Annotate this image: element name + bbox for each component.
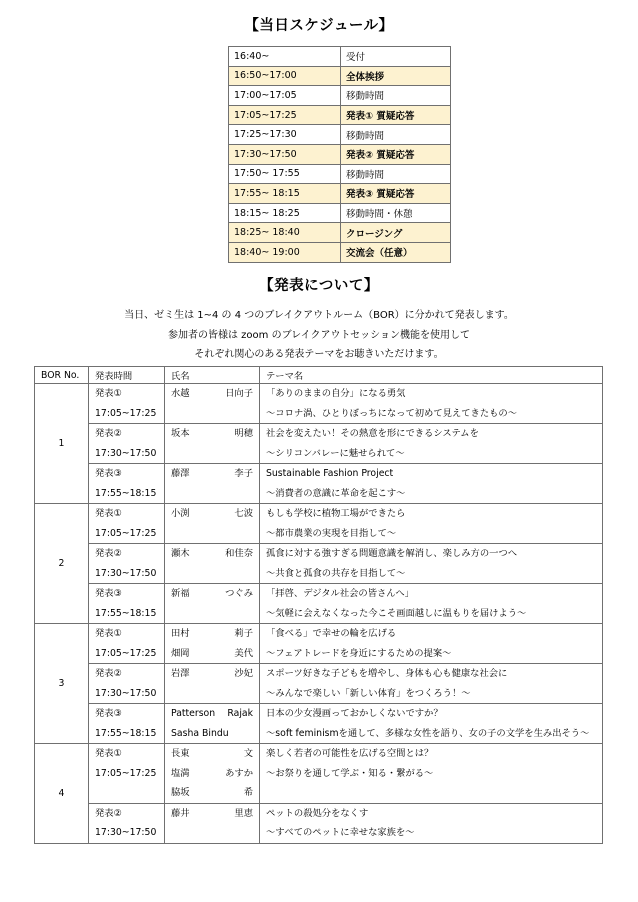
bor-number: 3	[35, 624, 89, 744]
presenter-surname: 藤澤	[171, 468, 190, 479]
schedule-time: 16:50~17:00	[229, 66, 341, 86]
presenter-names	[165, 424, 260, 464]
presenter-given-name: Rajak	[227, 708, 253, 719]
presenter-surname: 塩満	[171, 767, 190, 779]
presenter-surname: Sasha Bindu	[171, 727, 229, 739]
schedule-row	[229, 223, 451, 243]
presenter-given-name: 美代	[234, 647, 253, 659]
presentation-time-range: 17:30~17:50	[95, 567, 157, 579]
presentation-time-range: 17:05~17:25	[95, 527, 157, 539]
presenter-surname: 岩澤	[171, 668, 190, 679]
presentation-row	[35, 744, 603, 804]
presentation-time-range: 17:55~18:15	[95, 607, 157, 619]
presentation-theme	[260, 424, 603, 464]
presenter-surname: 水越	[171, 388, 190, 399]
presentation-time	[89, 624, 165, 664]
presenter-names	[165, 744, 260, 804]
schedule-time: 18:40~ 19:00	[229, 242, 341, 262]
presenter-name	[171, 544, 259, 564]
presentation-time	[89, 803, 165, 843]
presenter-given-name: 和佳奈	[225, 548, 253, 559]
presenter-names	[165, 624, 260, 664]
schedule-event: 受付	[341, 47, 451, 67]
presenter-surname: 田村	[171, 628, 190, 639]
schedule-row	[229, 203, 451, 223]
presentation-row	[35, 504, 603, 544]
presentation-slot: 発表①	[95, 748, 122, 759]
theme-title: もしも学校に植物工場ができたら	[266, 508, 406, 519]
presenter-surname: 藤井	[171, 807, 190, 819]
presentation-row	[35, 624, 603, 664]
theme-subtitle: ～消費者の意識に革命を起こす～	[266, 487, 406, 499]
presenter-given-name: つぐみ	[225, 588, 253, 599]
theme-subtitle: ～フェアトレードを身近にするための提案～	[266, 647, 452, 659]
presenter-name	[171, 764, 259, 784]
presentations-title: 【発表について】	[259, 278, 379, 294]
presentation-theme	[260, 384, 603, 424]
theme-title: 「食べる」で幸せの輪を広げる	[266, 628, 397, 639]
presentation-row	[35, 544, 603, 584]
presenter-names	[165, 464, 260, 504]
theme-subtitle: ～お祭りを通して学ぶ・知る・繋がる～	[266, 767, 434, 779]
presentation-theme	[260, 544, 603, 584]
presentation-theme	[260, 504, 603, 544]
presentation-theme	[260, 584, 603, 624]
schedule-row	[229, 144, 451, 164]
presenter-surname: 坂本	[171, 428, 190, 439]
presenter-names	[165, 544, 260, 584]
header-name: 氏名	[165, 367, 260, 384]
theme-title: スポーツ好きな子どもを増やし、身体も心も健康な社会に	[266, 668, 508, 679]
presentation-slot: 発表②	[95, 807, 122, 819]
presentation-time-range: 17:05~17:25	[95, 647, 157, 659]
presentation-time	[89, 424, 165, 464]
presenter-name	[171, 704, 259, 724]
presentation-time	[89, 704, 165, 744]
schedule-event: 移動時間・休憩	[341, 203, 451, 223]
presentation-slot: 発表①	[95, 628, 122, 639]
schedule-event: 移動時間	[341, 164, 451, 184]
presentation-time-range: 17:05~17:25	[95, 767, 157, 779]
presentation-slot: 発表②	[95, 428, 122, 439]
schedule-row	[229, 47, 451, 67]
presenter-name	[171, 504, 259, 524]
presenter-given-name: 七波	[234, 508, 253, 519]
theme-subtitle: ～soft feminismを通して、多様な女性を語り、女の子の文学を生み出そう～	[266, 727, 590, 739]
presenter-surname: 長東	[171, 748, 190, 759]
presenter-surname: Patterson	[171, 708, 216, 719]
intro-line-3: それぞれ関心のある発表テーマをお聴きいただけます。	[194, 349, 444, 360]
presentation-time-range: 17:30~17:50	[95, 447, 157, 459]
presentation-slot: 発表③	[95, 468, 122, 479]
presentation-time-range: 17:30~17:50	[95, 827, 157, 838]
presentation-time	[89, 504, 165, 544]
presenter-name	[171, 384, 259, 404]
presenter-names	[165, 704, 260, 744]
presenter-given-name: 莉子	[234, 628, 253, 639]
theme-subtitle: ～都市農業の実現を目指して～	[266, 527, 397, 539]
presenter-names	[165, 384, 260, 424]
presenter-names	[165, 664, 260, 704]
bor-number: 1	[35, 384, 89, 504]
presentation-row	[35, 584, 603, 624]
presenter-surname: 小渕	[171, 508, 190, 519]
presenter-given-name: 明穂	[234, 428, 253, 439]
schedule-event: 交流会（任意）	[341, 242, 451, 262]
header-bor-no: BOR No.	[35, 367, 89, 384]
presentation-slot: 発表①	[95, 508, 122, 519]
schedule-title: 【当日スケジュール】	[244, 18, 394, 34]
presentation-row	[35, 384, 603, 424]
theme-subtitle: ～コロナ渦、ひとりぼっちになって初めて見えてきたもの～	[266, 407, 518, 419]
presentation-time-range: 17:55~18:15	[95, 727, 157, 739]
theme-subtitle: ～みんなで楽しい「新しい体育」をつくろう！～	[266, 687, 471, 699]
presentation-time-range: 17:55~18:15	[95, 487, 157, 499]
presentation-time	[89, 544, 165, 584]
theme-title: 「拝啓、デジタル社会の皆さんへ」	[266, 588, 415, 599]
presentation-row	[35, 704, 603, 744]
presenter-given-name: 沙妃	[234, 668, 253, 679]
theme-subtitle: ～気軽に会えなくなった今こそ画面越しに温もりを届けよう～	[266, 607, 527, 619]
theme-subtitle: ～シリコンバレーに魅せられて～	[266, 447, 405, 459]
presentation-slot: 発表②	[95, 548, 122, 559]
schedule-row	[229, 86, 451, 106]
presentation-time	[89, 744, 165, 804]
header-theme: テーマ名	[260, 367, 603, 384]
presenter-given-name: 希	[243, 787, 253, 798]
presenter-given-name: 里恵	[234, 807, 253, 819]
presenter-name	[171, 724, 259, 744]
presentation-theme	[260, 624, 603, 664]
schedule-event: クロージング	[341, 223, 451, 243]
presentation-time	[89, 464, 165, 504]
schedule-row	[229, 66, 451, 86]
schedule-event: 発表② 質疑応答	[341, 144, 451, 164]
bor-table	[34, 366, 603, 844]
presentation-slot: 発表①	[95, 388, 122, 399]
presentation-theme	[260, 704, 603, 744]
presentation-time	[89, 664, 165, 704]
presenter-surname: 脇坂	[171, 787, 190, 798]
presenter-names	[165, 504, 260, 544]
schedule-event: 移動時間	[341, 86, 451, 106]
presentation-slot: 発表②	[95, 668, 122, 679]
header-time: 発表時間	[89, 367, 165, 384]
theme-title: 社会を変えたい！その熱意を形にできるシステムを	[266, 428, 479, 439]
schedule-time: 17:30~17:50	[229, 144, 341, 164]
schedule-time: 17:00~17:05	[229, 86, 341, 106]
presentation-row	[35, 424, 603, 464]
presenter-name	[171, 783, 259, 803]
schedule-event: 全体挨拶	[341, 66, 451, 86]
presenter-name	[171, 464, 259, 484]
presenter-name	[171, 804, 259, 824]
presentation-theme	[260, 664, 603, 704]
presenter-name	[171, 744, 259, 764]
presenter-names	[165, 584, 260, 624]
bor-number: 4	[35, 744, 89, 844]
schedule-row	[229, 105, 451, 125]
theme-title: Sustainable Fashion Project	[266, 468, 394, 479]
presentation-slot: 発表③	[95, 588, 122, 599]
schedule-row	[229, 242, 451, 262]
schedule-time: 17:05~17:25	[229, 105, 341, 125]
schedule-time: 16:40~	[229, 47, 341, 67]
presenter-given-name: 文	[243, 748, 253, 759]
theme-title: 楽しく若者の可能性を広げる空間とは？	[266, 748, 434, 759]
schedule-row	[229, 164, 451, 184]
presentation-time-range: 17:30~17:50	[95, 687, 157, 699]
intro-line-2: 参加者の皆様は zoom のブレイクアウトセッション機能を使用して	[168, 330, 470, 341]
presentation-time	[89, 384, 165, 424]
schedule-time: 18:15~ 18:25	[229, 203, 341, 223]
presenter-surname: 瀬木	[171, 548, 190, 559]
schedule-table	[228, 46, 451, 263]
schedule-row	[229, 184, 451, 204]
presentation-theme	[260, 803, 603, 843]
schedule-time: 17:50~ 17:55	[229, 164, 341, 184]
presentation-slot: 発表③	[95, 708, 122, 719]
theme-subtitle: ～すべてのペットに幸せな家族を～	[266, 827, 415, 838]
presenter-name	[171, 584, 259, 604]
presentation-row	[35, 664, 603, 704]
presenter-given-name: 日向子	[225, 388, 253, 399]
schedule-event: 発表③ 質疑応答	[341, 184, 451, 204]
schedule-event: 発表① 質疑応答	[341, 105, 451, 125]
schedule-row	[229, 125, 451, 145]
schedule-time: 17:25~17:30	[229, 125, 341, 145]
presenter-name	[171, 664, 259, 684]
presentation-theme	[260, 464, 603, 504]
presentation-row	[35, 464, 603, 504]
presenter-names	[165, 803, 260, 843]
presenter-surname: 畑岡	[171, 647, 190, 659]
presentation-theme	[260, 744, 603, 804]
bor-table-header	[35, 367, 603, 384]
theme-title: 孤食に対する強すぎる問題意識を解消し、楽しみ方の一つへ	[266, 548, 518, 559]
presenter-name	[171, 624, 259, 644]
presentation-time-range: 17:05~17:25	[95, 407, 157, 419]
presenter-surname: 新福	[171, 588, 190, 599]
presentation-time	[89, 584, 165, 624]
intro-line-1: 当日、ゼミ生は 1~4 の 4 つのブレイクアウトルーム（BOR）に分かれて発表します。	[124, 310, 514, 321]
presentation-row	[35, 803, 603, 843]
presenter-name	[171, 644, 259, 664]
theme-title: ペットの殺処分をなくす	[266, 807, 369, 819]
presenter-name	[171, 424, 259, 444]
presenter-given-name: 李子	[234, 468, 253, 479]
bor-number: 2	[35, 504, 89, 624]
theme-title: 「ありのままの自分」になる勇気	[266, 388, 406, 399]
presenter-given-name: あすか	[225, 767, 253, 779]
theme-subtitle: ～共食と孤食の共存を目指して～	[266, 567, 406, 579]
schedule-time: 18:25~ 18:40	[229, 223, 341, 243]
theme-title: 日本の少女漫画っておかしくないですか？	[266, 708, 443, 719]
schedule-time: 17:55~ 18:15	[229, 184, 341, 204]
schedule-event: 移動時間	[341, 125, 451, 145]
